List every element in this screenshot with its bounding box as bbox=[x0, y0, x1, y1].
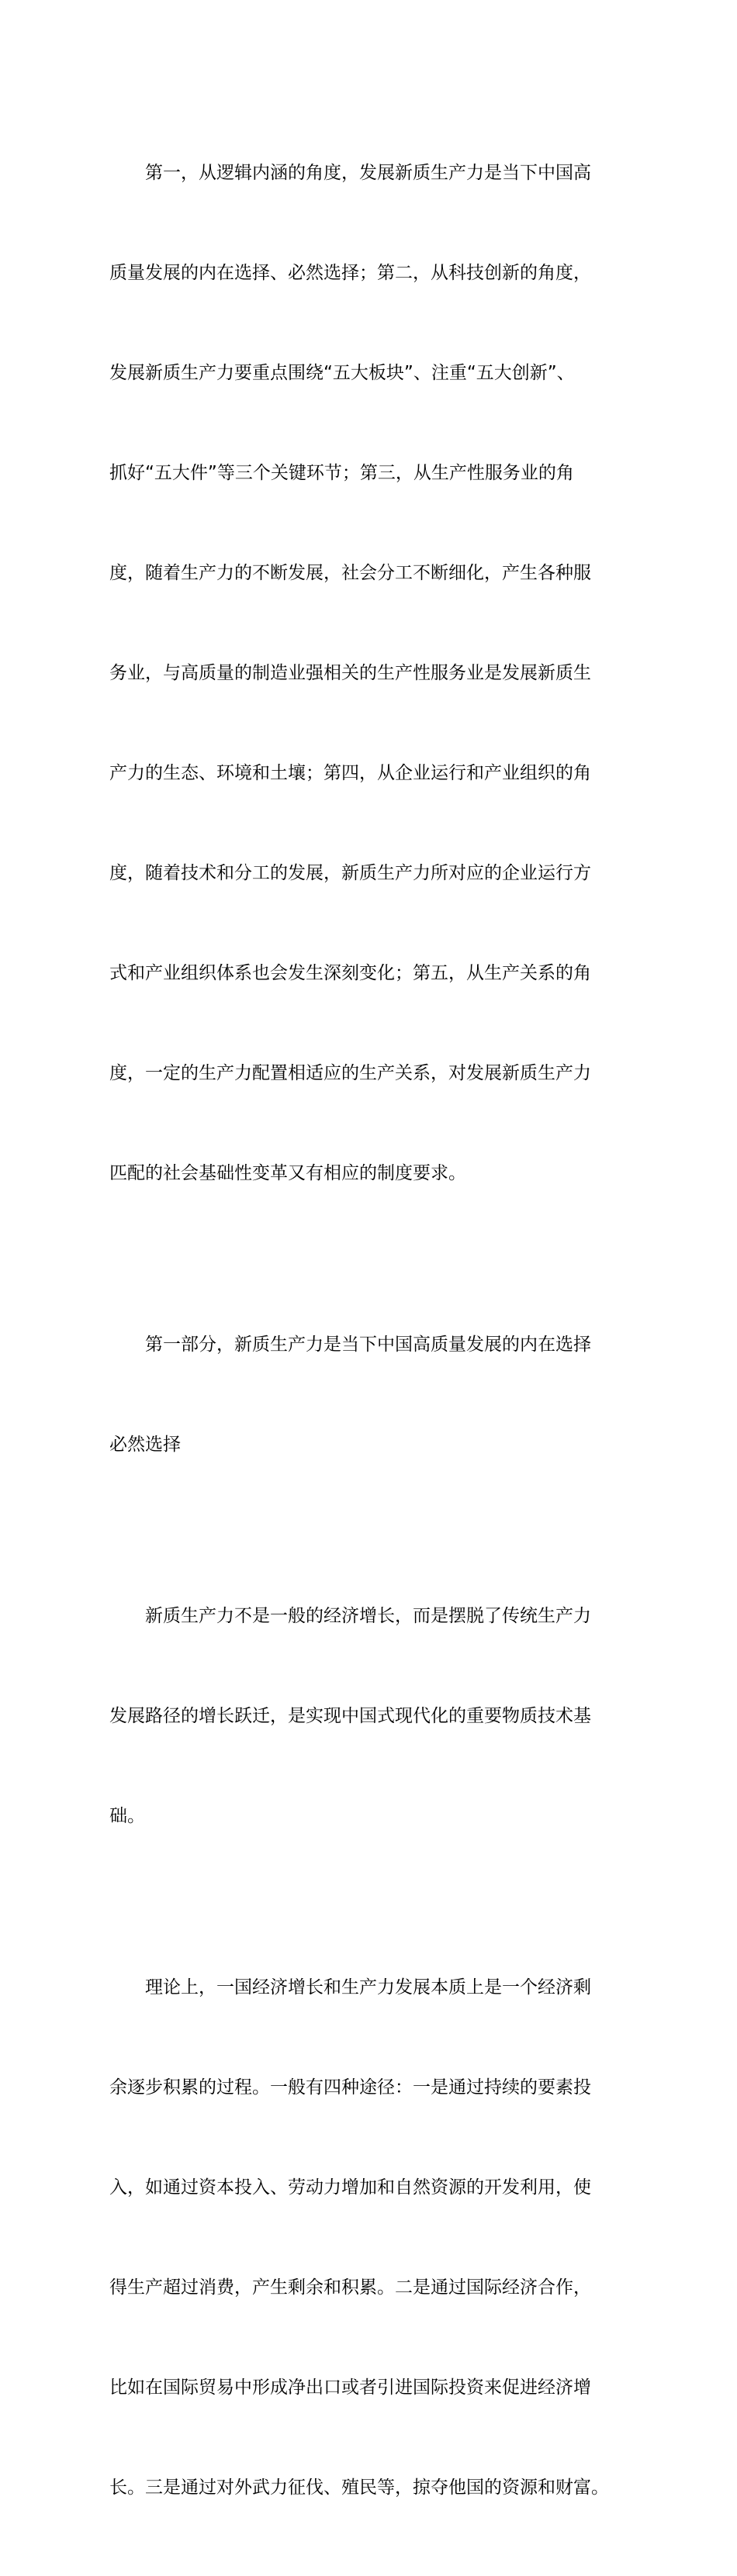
paragraph-line: 理论上，一国经济增长和生产力发展本质上是一个经济剩 bbox=[145, 1977, 591, 1998]
paragraph-line: 必然选择 bbox=[109, 1435, 181, 1455]
paragraph-line: 抓好“五大件”等三个关键环节；第三，从生产性服务业的角 bbox=[109, 463, 574, 483]
paragraph-line: 比如在国际贸易中形成净出口或者引进国际投资来促进经济增 bbox=[109, 2377, 591, 2398]
paragraph-line: 础。 bbox=[109, 1806, 145, 1826]
paragraph-1 bbox=[109, 90, 637, 1257]
paragraph-line: 质量发展的内在选择、必然选择；第二，从科技创新的角度， bbox=[109, 263, 591, 283]
paragraph-line: 匹配的社会基础性变革又有相应的制度要求。 bbox=[109, 1163, 466, 1183]
paragraph-line: 务业，与高质量的制造业强相关的生产性服务业是发展新质生 bbox=[109, 663, 591, 683]
paragraph-line: 度，随着技术和分工的发展，新质生产力所对应的企业运行方 bbox=[109, 863, 591, 883]
paragraph-line: 第一，从逻辑内涵的角度，发展新质生产力是当下中国高 bbox=[145, 163, 591, 183]
paragraph-line: 余逐步积累的过程。一般有四种途径：一是通过持续的要素投 bbox=[109, 2077, 591, 2098]
paragraph-4 bbox=[109, 1904, 637, 2571]
paragraph-line: 发展路径的增长跃迁，是实现中国式现代化的重要物质技术基 bbox=[109, 1706, 591, 1726]
paragraph-line: 产力的生态、环境和土壤；第四，从企业运行和产业组织的角 bbox=[109, 763, 591, 783]
section-heading-paragraph bbox=[109, 1262, 637, 1528]
paragraph-line: 得生产超过消费，产生剩余和积累。二是通过国际经济合作， bbox=[109, 2277, 591, 2298]
document-body bbox=[109, 90, 637, 2576]
paragraph-line: 度，一定的生产力配置相适应的生产关系，对发展新质生产力 bbox=[109, 1063, 591, 1083]
paragraph-3 bbox=[109, 1533, 637, 1900]
paragraph-line: 新质生产力不是一般的经济增长，而是摆脱了传统生产力 bbox=[145, 1606, 591, 1626]
paragraph-line: 长。三是通过对外武力征伐、殖民等，掠夺他国的资源和财富。 bbox=[109, 2478, 609, 2498]
paragraph-line: 度，随着生产力的不断发展，社会分工不断细化，产生各种服 bbox=[109, 563, 591, 583]
paragraph-line: 发展新质生产力要重点围绕“五大板块”、注重“五大创新”、 bbox=[109, 363, 575, 383]
paragraph-line: 第一部分，新质生产力是当下中国高质量发展的内在选择 bbox=[145, 1335, 591, 1355]
paragraph-line: 式和产业组织体系也会发生深刻变化；第五，从生产关系的角 bbox=[109, 963, 591, 983]
paragraph-line: 入，如通过资本投入、劳动力增加和自然资源的开发利用，使 bbox=[109, 2177, 591, 2198]
